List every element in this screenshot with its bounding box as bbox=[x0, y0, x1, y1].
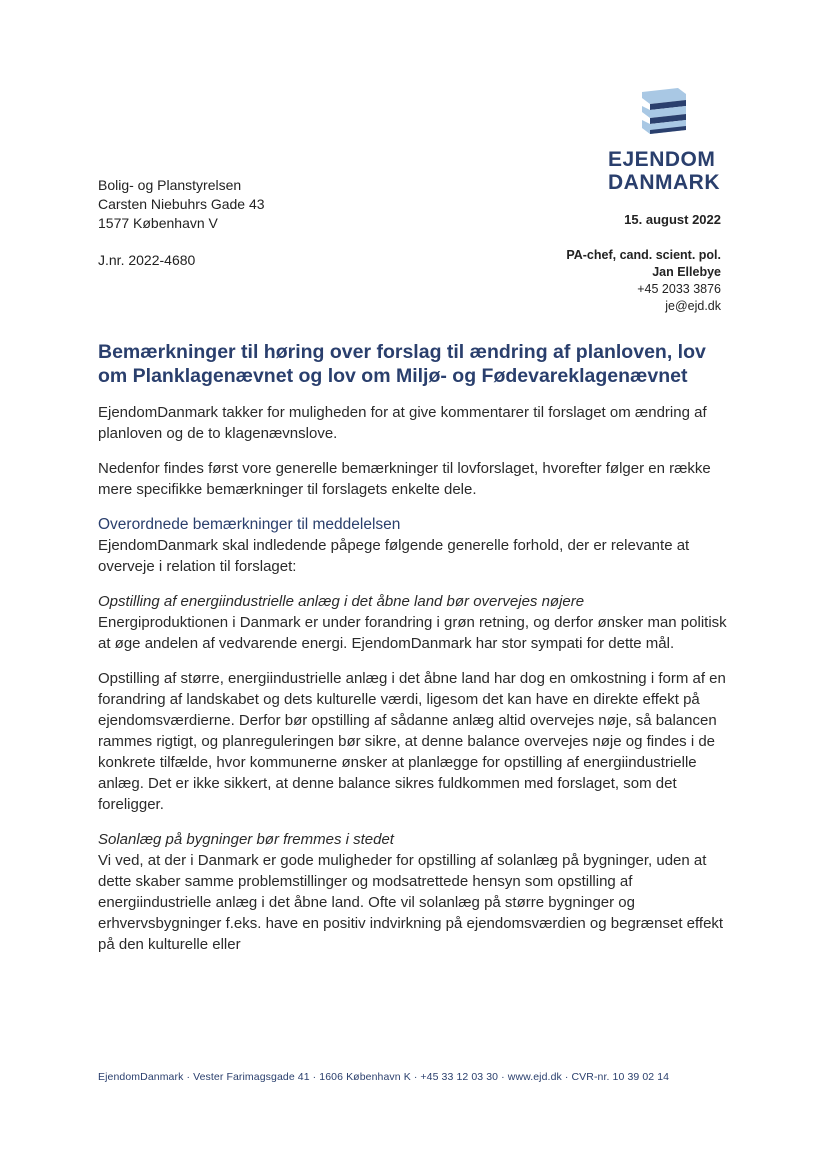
footer-text: EjendomDanmark · Vester Farimagsgade 41 · 1606 København K · +45 33 12 03 30 · www.ejd.dk · CVR-nr. 10 39 02 14 bbox=[98, 1071, 670, 1083]
recipient-name: Bolig- og Planstyrelsen bbox=[98, 177, 242, 193]
brand-line-2: DANMARK bbox=[608, 171, 720, 194]
stacked-blocks-logo-icon bbox=[638, 86, 690, 138]
paragraph-landscape: Opstilling af større, energiindustrielle anlæg i det åbne land har dog en omkostning i form af en forandring af landskabet og dets kulturelle værdi, ligesom det kan have en direkte effekt på ejendomsværdierne. Derfor bør opstilling af sådanne anlæg altid overvejes nøje, så balancen rammes rigtigt, og planreguleringen bør sikre, at denne balance overvejes nøje og findes i de konkrete tilfælde, hvor kommunerne ønsker at planlægge for opstilling af energiindustrielle anlæg. Det er ikke sikkert, at denne balance sikres fuldkommen med forslaget, som det foreligger. bbox=[98, 670, 726, 813]
page-title: Bemærkninger til høring over forslag til ændring af planloven, lov om Planklagenævnet og lov om Miljø- og Fødevareklagenævnet bbox=[98, 341, 706, 387]
recipient-street: Carsten Niebuhrs Gade 43 bbox=[98, 196, 265, 212]
letter-date: 15. august 2022 bbox=[624, 212, 721, 227]
letter-body bbox=[98, 340, 728, 969]
section-overall-text: EjendomDanmark skal indledende påpege følgende generelle forhold, der er relevante at overveje i relation til forslaget: bbox=[98, 537, 690, 575]
section-energy-text: Energiproduktionen i Danmark er under forandring i grøn retning, og derfor ønsker man politisk at øge andelen af vedvarende energi. EjendomDanmark har stor sympati for dette mål. bbox=[98, 614, 727, 652]
journal-number: J.nr. 2022-4680 bbox=[98, 252, 196, 268]
sender-phone: +45 2033 3876 bbox=[637, 282, 721, 296]
page-footer bbox=[98, 1071, 669, 1083]
sender-block bbox=[566, 247, 721, 315]
section-solar bbox=[98, 829, 728, 955]
recipient-address bbox=[98, 176, 265, 233]
section-energy bbox=[98, 591, 728, 654]
sender-name: Jan Ellebye bbox=[652, 265, 721, 279]
section-overall-title: Overordnede bemærkninger til meddelelsen bbox=[98, 516, 401, 533]
logo bbox=[608, 86, 722, 194]
recipient-city: 1577 København V bbox=[98, 215, 218, 231]
section-overall bbox=[98, 514, 728, 577]
brand-line-1: EJENDOM bbox=[608, 148, 716, 171]
paragraph-overview: Nedenfor findes først vore generelle bemærkninger til lovforslaget, hvorefter følger en række mere specifikke bemærkninger til forslagets enkelte dele. bbox=[98, 460, 711, 498]
section-energy-title: Opstilling af energiindustrielle anlæg i det åbne land bør overvejes nøjere bbox=[98, 593, 585, 610]
sender-email: je@ejd.dk bbox=[665, 299, 721, 313]
paragraph-intro: EjendomDanmark takker for muligheden for at give kommentarer til forslaget om ændring af planloven og de to klagenævnslove. bbox=[98, 404, 707, 442]
section-solar-title: Solanlæg på bygninger bør fremmes i stedet bbox=[98, 831, 394, 848]
section-solar-text: Vi ved, at der i Danmark er gode muligheder for opstilling af solanlæg på bygninger, uden at dette skaber samme problemstillinger og modsatrettede hensyn som opstilling af energiindustrielle anlæg i det åbne land. Ofte vil solanlæg på større bygninger og erhvervsbygninger f.eks. have en positiv indvirkning på ejendomsværdien og begrænset effekt på den kulturelle eller bbox=[98, 852, 724, 953]
sender-title: PA-chef, cand. scient. pol. bbox=[566, 248, 721, 262]
